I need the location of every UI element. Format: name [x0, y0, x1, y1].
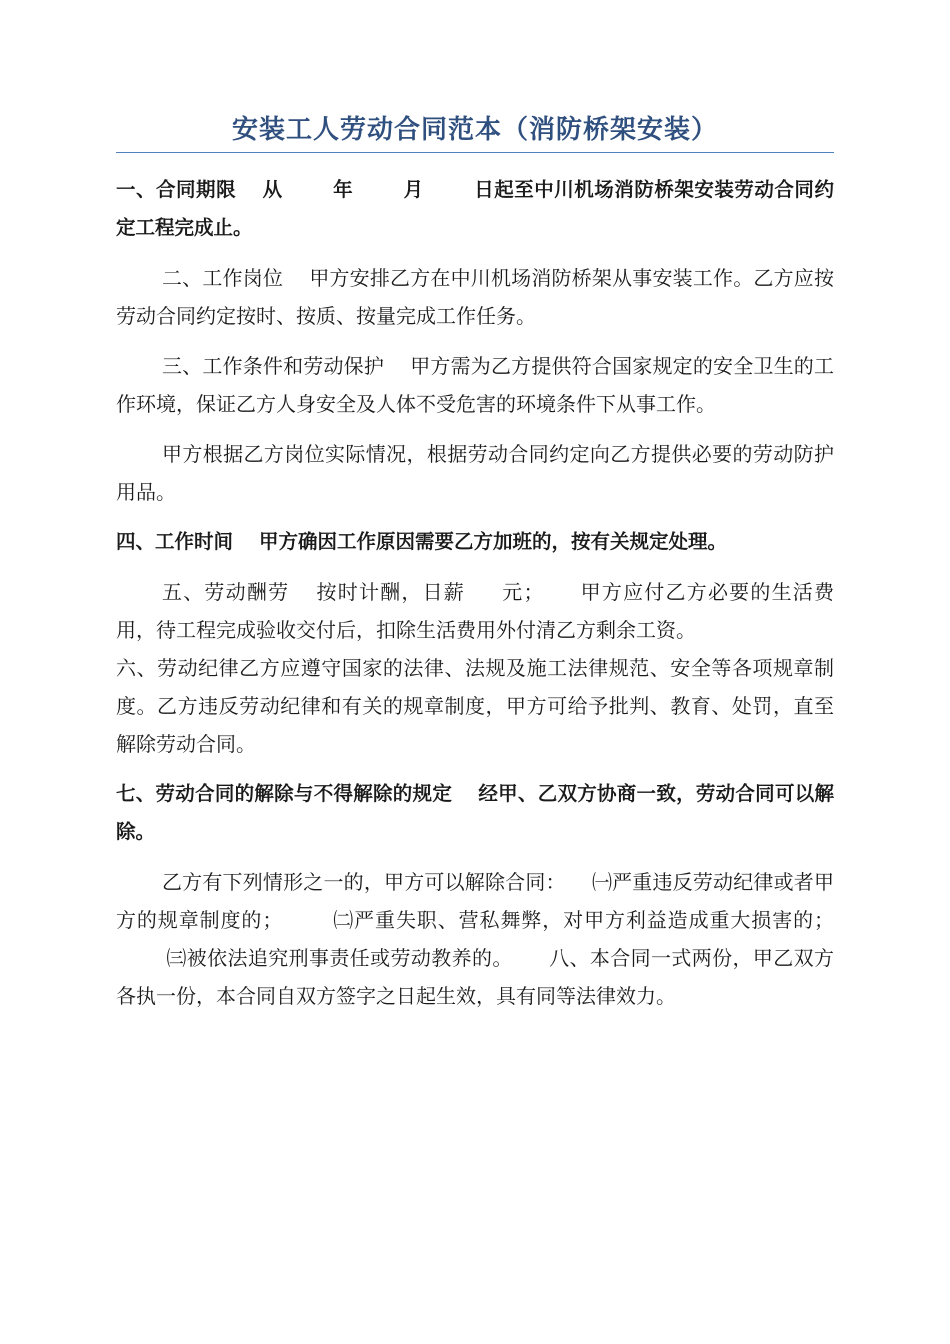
protective-equipment-paragraph: 甲方根据乙方岗位实际情况，根据劳动合同约定向乙方提供必要的劳动防护用品。 — [116, 442, 834, 504]
section-termination: 七、劳动合同的解除与不得解除的规定 经甲、乙双方协商一致，劳动合同可以解除。 — [116, 782, 834, 843]
section-heading: 二、工作岗位 — [162, 266, 284, 290]
document-title: 安装工人劳动合同范本（消防桥架安装） — [116, 110, 834, 153]
condition-item: ㈡严重失职、营私舞弊，对甲方利益造成重大损害的； — [332, 908, 835, 932]
section-heading: 三、工作条件和劳动保护 — [162, 354, 385, 378]
section-heading: 七、劳动合同的解除与不得解除的规定 — [116, 782, 453, 805]
condition-item: ㈠严重违反劳动纪律或者甲方的规章制度的； — [116, 870, 834, 932]
section-labor-discipline: 六、劳动纪律乙方应遵守国家的法律、法规及施工法律规范、安全等各项规章制度。乙方违反劳动纪律和有关的规章制度，甲方可给予批判、教育、处罚，直至解除劳动合同。 — [116, 656, 834, 756]
section-job-position: 二、工作岗位 甲方安排乙方在中川机场消防桥架从事安装工作。乙方应按劳动合同约定按时、按质、按量完成工作任务。 — [116, 266, 834, 328]
section-copies-validity: 八、本合同一式两份，甲乙双方各执一份，本合同自双方签字之日起生效，具有同等法律效力。 — [116, 946, 834, 1008]
document-page — [116, 110, 834, 1027]
section-working-conditions: 三、工作条件和劳动保护 甲方需为乙方提供符合国家规定的安全卫生的工作环境，保证乙方人身安全及人体不受危害的环境条件下从事工作。 — [116, 354, 834, 416]
condition-item: ㈢被依法追究刑事责任或劳动教养的。 — [166, 946, 513, 970]
section-heading: 五、劳动酬劳 — [162, 580, 290, 604]
section-heading: 一、合同期限 — [116, 178, 237, 201]
section-remuneration: 五、劳动酬劳 按时计酬，日薪 元； 甲方应付乙方必要的生活费用，待工程完成验收交付后，扣除生活费用外付清乙方剩余工资。 — [116, 580, 835, 642]
section-contract-term: 一、合同期限 从 年 月 日起至中川机场消防桥架安装劳动合同约定工程完成止。 — [116, 178, 834, 239]
termination-conditions-paragraph: 乙方有下列情形之一的，甲方可以解除合同： ㈠严重违反劳动纪律或者甲方的规章制度的； ㈡严重失职、营私舞弊，对甲方利益造成重大损害的；㈢被依法追究刑事责任或劳动教养的。 八、本合同一式两份，甲乙双方各执一份，本合同自双方签字之日起生效，具有同等法律效力。 — [116, 870, 835, 1008]
section-working-hours: 四、工作时间 甲方确因工作原因需要乙方加班的，按有关规定处理。 — [116, 530, 728, 553]
section-heading: 四、工作时间 — [116, 530, 234, 553]
